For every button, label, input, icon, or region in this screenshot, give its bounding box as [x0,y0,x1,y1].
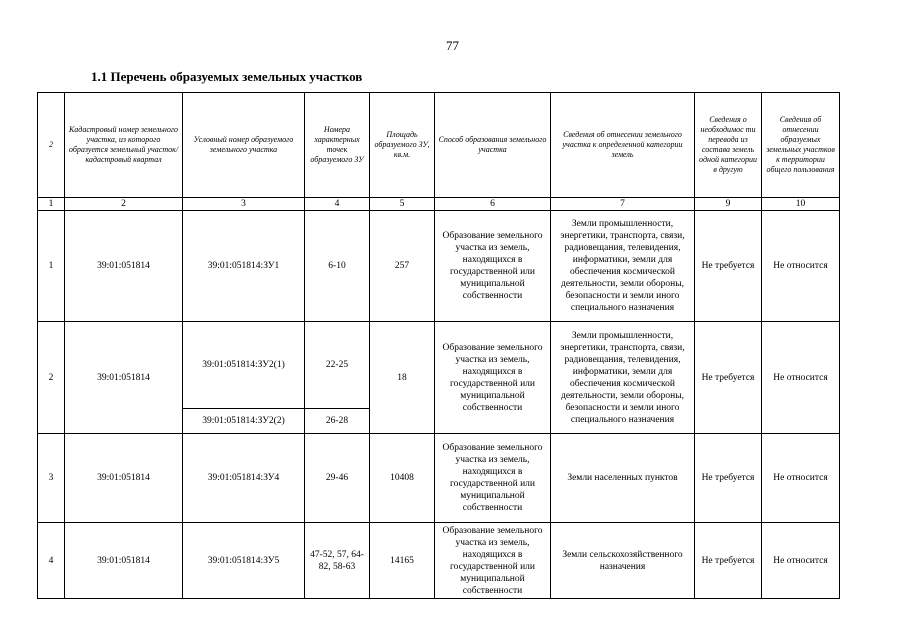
parcel-number-cell: 39:01:051814:ЗУ1 [183,211,305,322]
column-number-row [38,198,840,211]
category-cell: Земли промышленности, энергетики, транспорта, связи, радиовещания, телевидения, информатики, земли для обеспечения космической деятельности, земли обороны, безопасности и земли иного специального назначения [551,211,695,322]
header-cell: Кадастровый номер земельного участка, из которого образуется земельный участок/ кадастровый квартал [65,93,183,198]
method-cell: Образование земельного участка из земель, находящихся в государственной или муниципальной собственности [435,523,551,599]
area-cell: 18 [370,322,435,434]
points-cell: 6-10 [305,211,370,322]
column-number-cell: 2 [65,198,183,211]
method-cell: Образование земельного участка из земель, находящихся в государственной или муниципальной собственности [435,211,551,322]
category-cell: Земли населенных пунктов [551,434,695,523]
row-number-cell: 2 [38,322,65,434]
transfer-cell: Не требуется [695,434,762,523]
column-number-cell: 6 [435,198,551,211]
points-cell: 29-46 [305,434,370,523]
row-number-cell: 3 [38,434,65,523]
public-use-cell: Не относится [762,211,840,322]
column-number-cell: 4 [305,198,370,211]
column-number-cell: 9 [695,198,762,211]
cadastral-number-cell: 39:01:051814 [65,211,183,322]
row-number-cell: 4 [38,523,65,599]
column-number-cell: 1 [38,198,65,211]
category-cell: Земли промышленности, энергетики, транспорта, связи, радиовещания, телевидения, информатики, земли для обеспечения космической деятельности, земли обороны, безопасности и земли иного специального назначения [551,322,695,434]
cadastral-number-cell: 39:01:051814 [65,434,183,523]
table-row [38,322,840,409]
header-cell: Сведения о необходимос ти перевода из состава земель одной категории в другую [695,93,762,198]
section-title: 1.1 Перечень образуемых земельных участков [91,69,363,84]
header-cell: Сведения об отнесении земельного участка к определенной категории земель [551,93,695,198]
table-row [38,211,840,322]
category-cell: Земли сельскохозяйственного назначения [551,523,695,599]
table-row [38,523,840,599]
column-number-cell: 5 [370,198,435,211]
header-cell: Номера характерных точек образуемого ЗУ [305,93,370,198]
area-cell: 10408 [370,434,435,523]
table-row [38,434,840,523]
parcel-number-cell: 39:01:051814:ЗУ2(1) [183,322,305,409]
header-cell: Сведения об отнесении образуемых земельных участков к территории общего пользования [762,93,840,198]
points-cell: 47-52, 57, 64-82, 58-63 [305,523,370,599]
parcel-number-cell: 39:01:051814:ЗУ4 [183,434,305,523]
column-number-cell: 3 [183,198,305,211]
area-cell: 14165 [370,523,435,599]
public-use-cell: Не относится [762,322,840,434]
transfer-cell: Не требуется [695,211,762,322]
column-number-cell: 10 [762,198,840,211]
transfer-cell: Не требуется [695,523,762,599]
row-number-cell: 1 [38,211,65,322]
cadastral-number-cell: 39:01:051814 [65,322,183,434]
header-cell: Площадь образуемого ЗУ, кв.м. [370,93,435,198]
page-number: 77 [446,38,459,53]
public-use-cell: Не относится [762,434,840,523]
parcel-number-cell: 39:01:051814:ЗУ5 [183,523,305,599]
points-cell: 26-28 [305,409,370,434]
parcel-number-cell: 39:01:051814:ЗУ2(2) [183,409,305,434]
points-cell: 22-25 [305,322,370,409]
area-cell: 257 [370,211,435,322]
header-cell: 2 [38,93,65,198]
table-header-row [38,93,840,198]
transfer-cell: Не требуется [695,322,762,434]
public-use-cell: Не относится [762,523,840,599]
cadastral-number-cell: 39:01:051814 [65,523,183,599]
method-cell: Образование земельного участка из земель, находящихся в государственной или муниципальной собственности [435,434,551,523]
header-cell: Способ образования земельного участка [435,93,551,198]
column-number-cell: 7 [551,198,695,211]
method-cell: Образование земельного участка из земель, находящихся в государственной или муниципальной собственности [435,322,551,434]
header-cell: Условный номер образуемого земельного участка [183,93,305,198]
parcels-table [37,92,840,599]
